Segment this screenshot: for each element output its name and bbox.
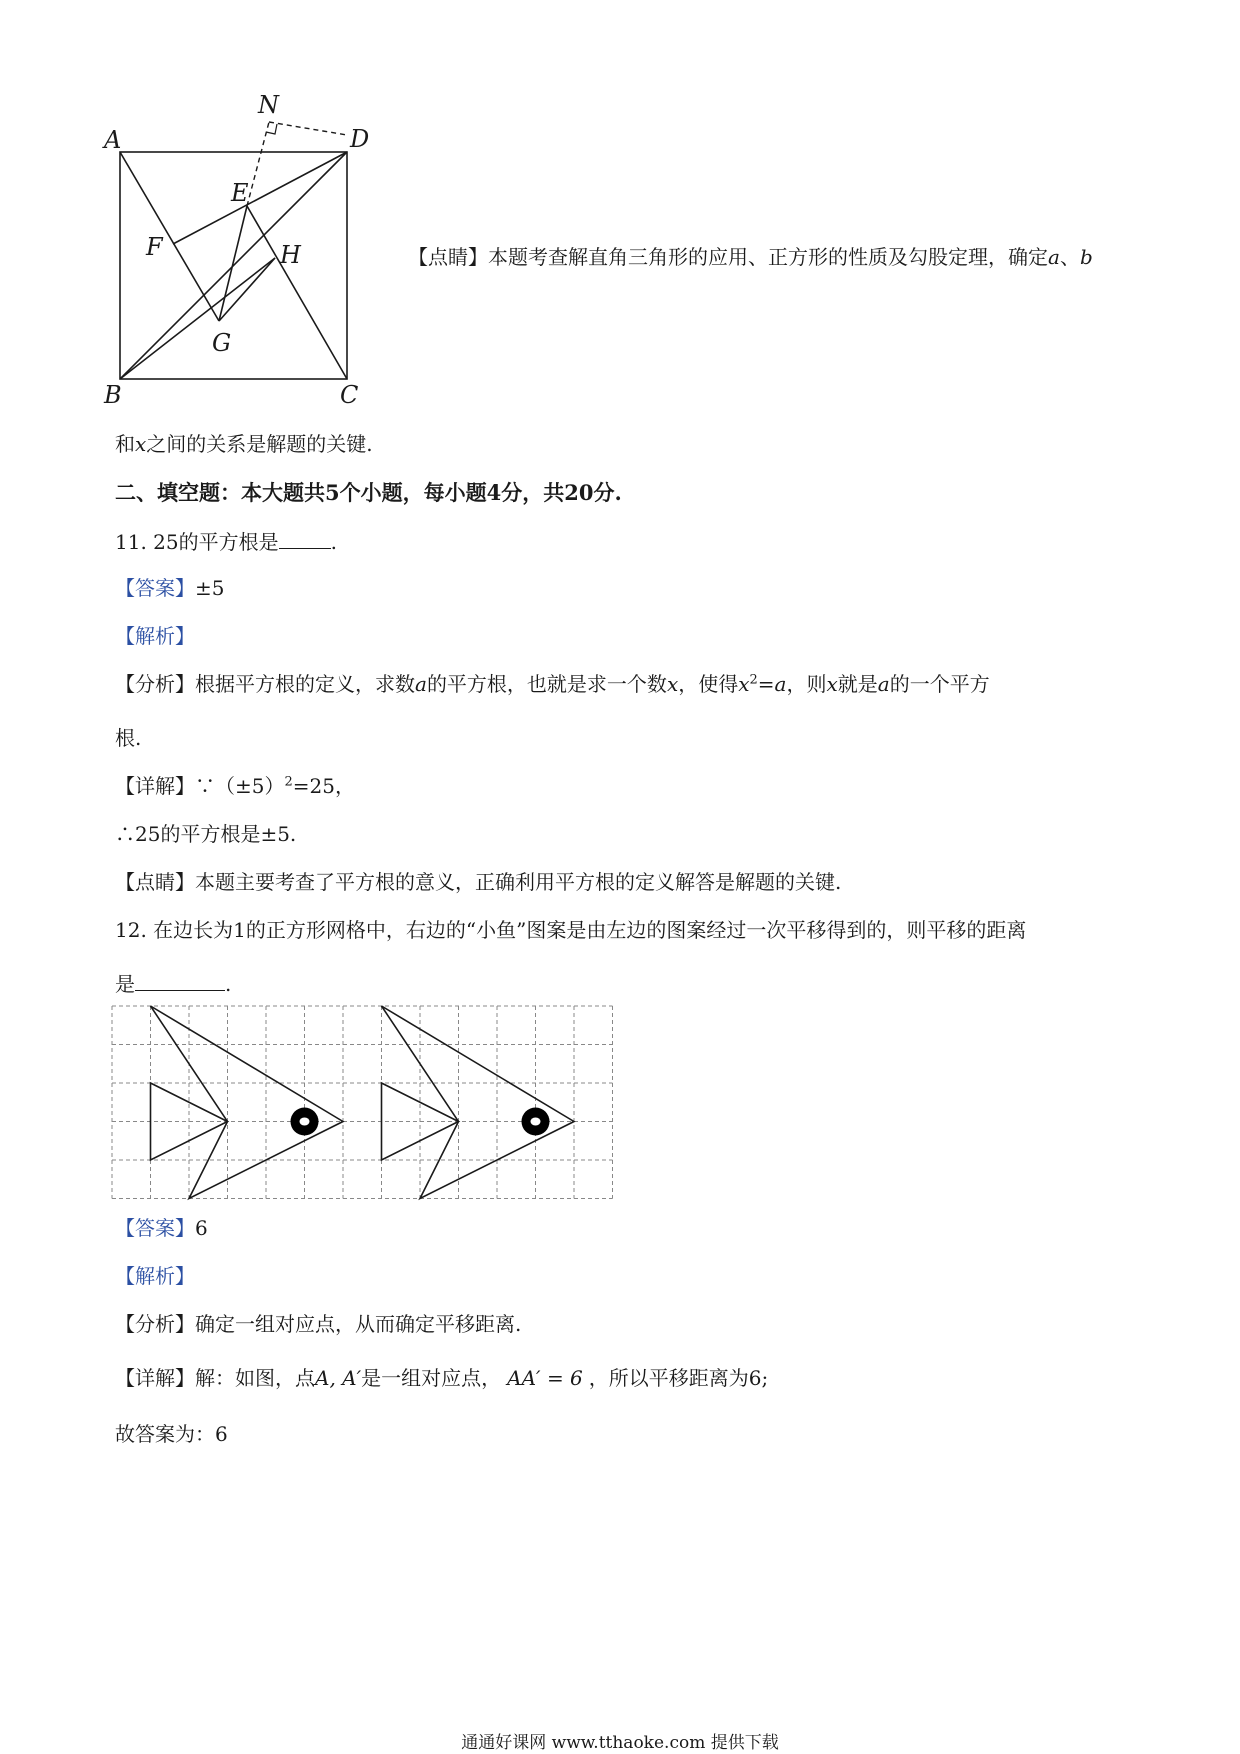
q11-fenxi <box>115 672 990 696</box>
xiangjie-2: 是一组对应点， <box>361 1366 502 1390</box>
q11-xiangjie <box>115 774 355 798</box>
fenxi-sup: 2 <box>749 672 758 688</box>
fenxi-6: 的一个平方 <box>889 672 990 696</box>
answer-tag: 【答案】 <box>115 1216 195 1240</box>
xiangjie-2: =25， <box>292 774 355 798</box>
xiangjie-tag: 【详解】 <box>115 774 195 798</box>
xiangjie-1: ∵（±5） <box>195 774 285 798</box>
fenxi-2: 的平方根，也就是求一个数 <box>426 672 667 696</box>
label-d: D <box>350 125 370 153</box>
sep: 、 <box>1059 245 1080 269</box>
q11-jiexi-tag: 【解析】 <box>115 624 195 648</box>
q11-answer <box>115 576 224 600</box>
q12-jiexi-tag: 【解析】 <box>115 1264 195 1288</box>
dashed-en <box>247 122 269 206</box>
q11-answer-blank <box>279 528 331 549</box>
q11-stem-text: 11. 25的平方根是 <box>115 530 279 554</box>
fish-left-pupil <box>300 1118 310 1126</box>
q11-stem-end: . <box>330 530 337 554</box>
q11-dianjing <box>115 870 841 894</box>
fenxi-4: ，则 <box>786 672 827 696</box>
fenxi-x2: x <box>738 672 750 696</box>
geometry-figure <box>100 95 390 415</box>
xiangjie-tag: 【详解】 <box>115 1366 195 1390</box>
fenxi-1: 根据平方根的定义，求数 <box>195 672 415 696</box>
xiangjie-3: ，所以平移距离为6; <box>588 1366 769 1390</box>
answer-value: 6 <box>195 1216 208 1240</box>
fenxi-a3: a <box>877 672 890 696</box>
var-b: b <box>1079 245 1093 269</box>
answer-value: ±5 <box>195 576 225 600</box>
segment-ec <box>247 206 347 379</box>
fish-left-body <box>151 1006 344 1199</box>
fenxi-x3: x <box>826 672 838 696</box>
var-a: a <box>1048 245 1060 269</box>
fenxi-text: 确定一组对应点，从而确定平移距离. <box>195 1312 522 1336</box>
q12-answer <box>115 1216 208 1240</box>
fenxi-a2: a <box>774 672 787 696</box>
label-g: G <box>212 329 232 357</box>
cont-post: 之间的关系是解题的关键. <box>146 432 373 456</box>
q12-stem-end: . <box>225 972 232 996</box>
q10-dianjing <box>408 245 1093 269</box>
fenxi-tag: 【分析】 <box>115 672 195 696</box>
fenxi-3: ，使得 <box>678 672 739 696</box>
fenxi-tag: 【分析】 <box>115 1312 195 1336</box>
fish-right-body <box>382 1006 575 1199</box>
answer-tag: 【答案】 <box>115 576 195 600</box>
fenxi-5: 就是 <box>837 672 878 696</box>
fenxi-a1: a <box>415 672 427 696</box>
dianjing-text: 本题主要考查了平方根的意义，正确利用平方根的定义解答是解题的关键. <box>195 870 842 894</box>
label-h: H <box>280 241 301 269</box>
label-b: B <box>104 381 122 409</box>
label-e: E <box>231 179 249 207</box>
xiangjie-equation: AA′ = 6 <box>507 1366 583 1390</box>
q12-answer-blank <box>135 970 225 991</box>
q11-stem <box>115 528 337 554</box>
segment-bh <box>120 258 275 379</box>
label-n: N <box>258 95 279 119</box>
q12-stem-cont <box>115 970 231 996</box>
dianjing-tag: 【点睛】 <box>115 870 195 894</box>
label-f: F <box>146 233 163 261</box>
q11-conclusion: ∴25的平方根是±5. <box>115 822 297 846</box>
q10-dianjing-cont <box>115 432 373 456</box>
q12-fenxi <box>115 1312 521 1336</box>
q12-stem-2: 是 <box>115 972 135 996</box>
label-c: C <box>340 381 359 409</box>
xiangjie-1: 解：如图，点 <box>195 1366 315 1390</box>
q12-stem: 12. 在边长为1的正方形网格中，右边的“小鱼”图案是由左边的图案经过一次平移得到的，则平移的距离 <box>115 918 1027 942</box>
segment-ag <box>120 152 219 321</box>
segment-eg <box>219 206 247 321</box>
fenxi-x1: x <box>666 672 679 696</box>
dianjing-text: 本题考查解直角三角形的应用、正方形的性质及勾股定理，确定 <box>488 245 1048 269</box>
dianjing-tag: 【点睛】 <box>408 245 488 269</box>
q11-fenxi-cont: 根. <box>115 726 142 750</box>
var-x: x <box>135 432 147 456</box>
xiangjie-points: A, A′ <box>315 1366 362 1390</box>
dashed-nd <box>269 122 347 135</box>
segment-fd <box>173 152 347 244</box>
section-title: 二、填空题：本大题共5个小题，每小题4分，共20分. <box>115 480 622 505</box>
q12-xiangjie <box>115 1366 768 1390</box>
cont-pre: 和 <box>115 432 135 456</box>
fish-right-pupil <box>531 1118 541 1126</box>
q12-final: 故答案为：6 <box>115 1422 228 1446</box>
label-a: A <box>104 126 122 154</box>
fish-grid-figure <box>110 1004 620 1204</box>
footer: 通通好课网 www.tthaoke.com 提供下载 <box>461 1733 779 1753</box>
xiangjie-sup: 2 <box>284 774 293 790</box>
fenxi-eq: = <box>757 672 775 696</box>
